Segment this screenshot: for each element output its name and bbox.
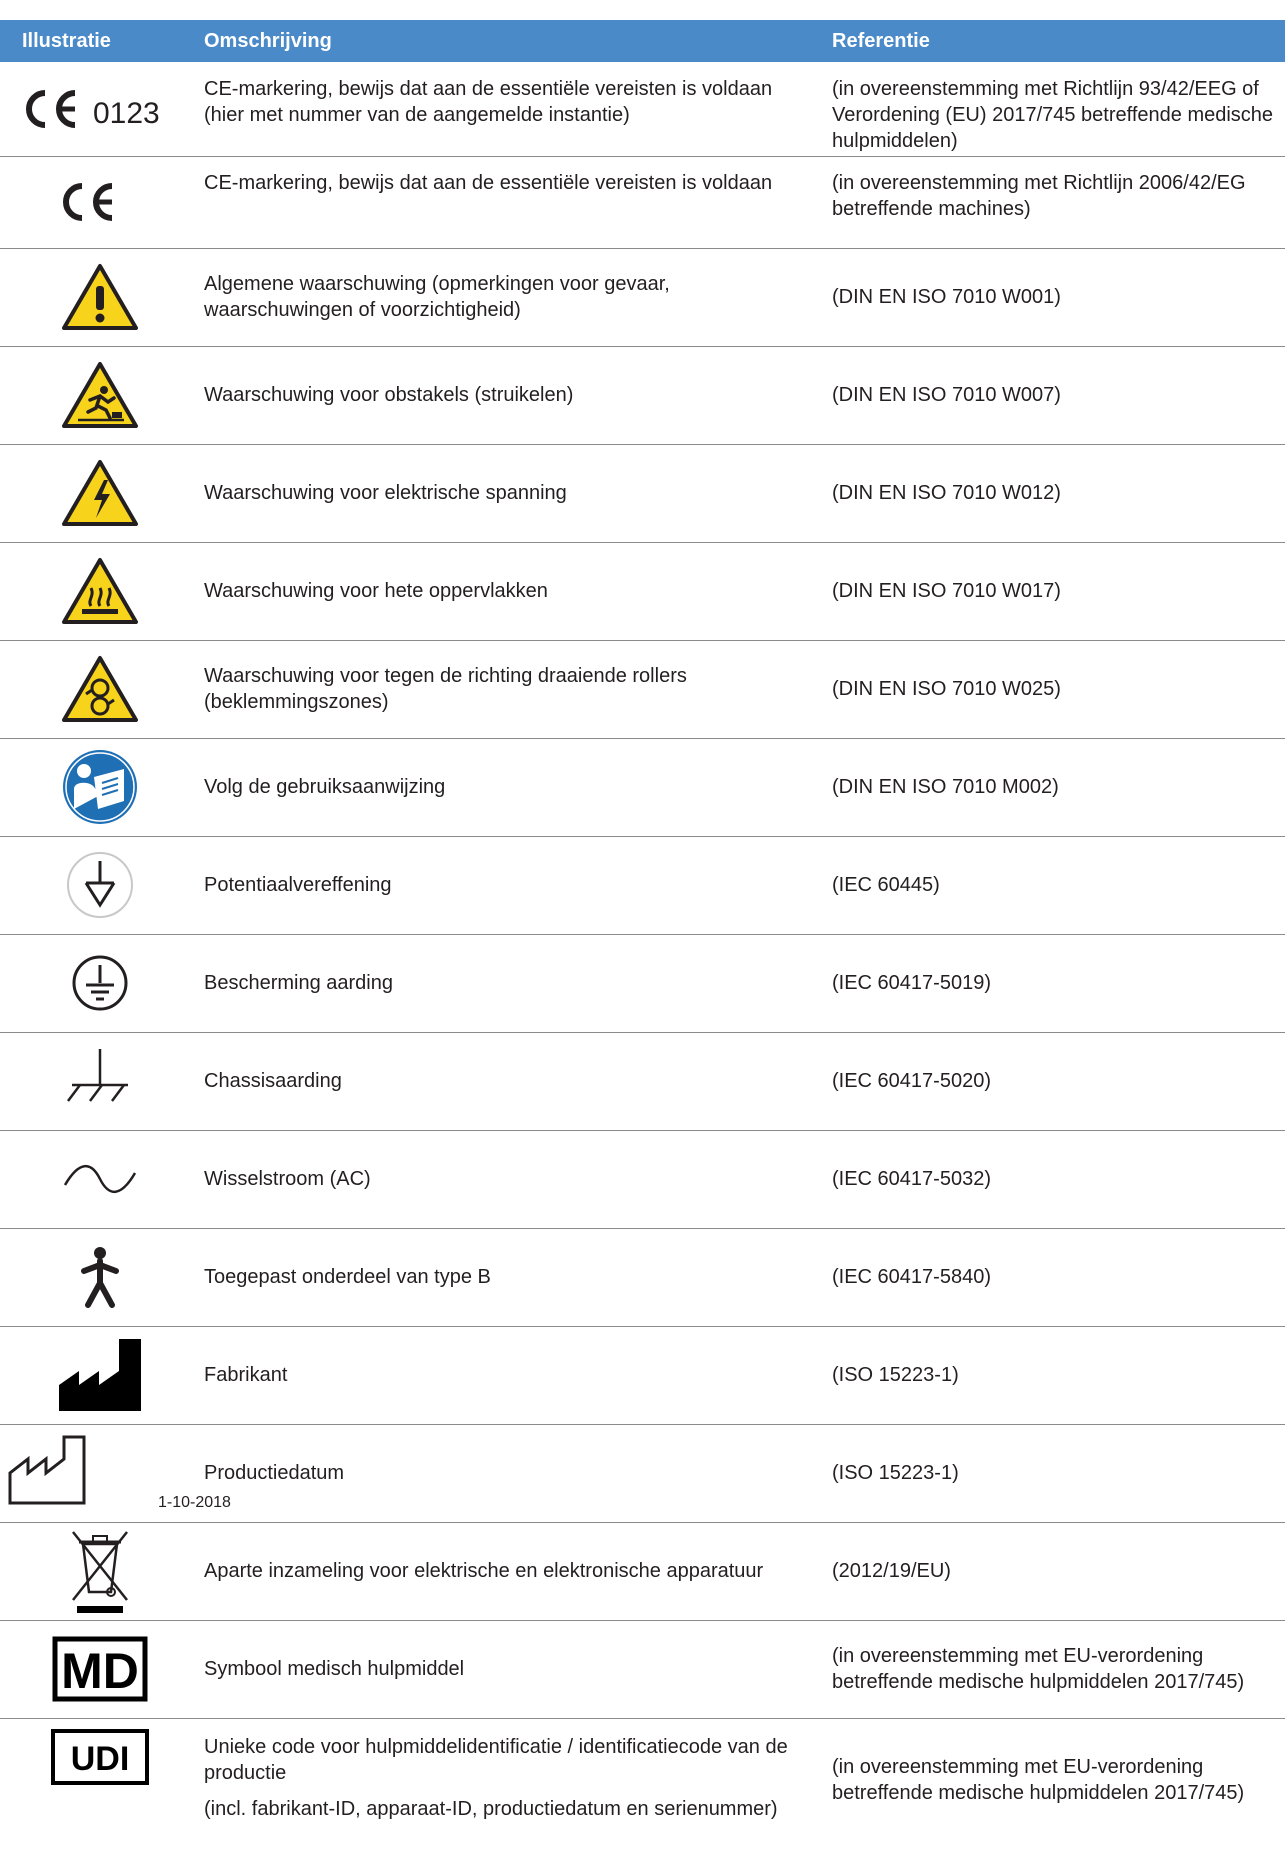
row-description: Bescherming aarding [204,972,393,994]
udi-letters: UDI [70,1740,130,1778]
ce-mark-0123-icon [0,62,200,156]
table-row [0,1228,1285,1327]
md-letters: MD [61,1643,139,1699]
row-reference: (DIN EN ISO 7010 W001) [832,286,1061,308]
table-header [0,20,1285,62]
read-manual-icon [0,738,200,836]
alternating-current-icon [0,1130,200,1228]
ce-notified-body-number: 0123 [93,97,160,130]
electric-voltage-icon [0,444,200,542]
table-row [0,1522,1285,1621]
table-row [0,346,1285,445]
table-row [0,738,1285,837]
row-reference: (in overeenstemming met Richtlijn 93/42/EEG of Verordening (EU) 2017/745 betreffende medische hulpmiddelen) [832,78,1274,152]
header-reference: Referentie [832,30,930,52]
row-description [204,1718,804,1858]
table-row [0,1718,1285,1858]
row-description: Waarschuwing voor elektrische spanning [204,482,567,504]
row-reference: (ISO 15223-1) [832,1462,959,1484]
type-b-applied-part-icon [0,1228,200,1326]
table-row [0,542,1285,641]
row-reference: (in overeenstemming met EU-verordening betreffende medische hulpmiddelen 2017/745) [832,1756,1245,1804]
row-reference: (DIN EN ISO 7010 W017) [832,580,1061,602]
table-row [0,836,1285,935]
equipotential-icon [0,836,200,934]
udi-description-note: (incl. fabrikant-ID, apparaat-ID, productiedatum en serienummer) [204,1798,778,1820]
ce-mark-icon [0,156,200,248]
table-row [0,1424,1285,1523]
row-reference: (IEC 60417-5019) [832,972,991,994]
row-reference: (DIN EN ISO 7010 W012) [832,482,1061,504]
table-row [0,1620,1285,1719]
row-description: Productiedatum [204,1462,345,1484]
table-row [0,640,1285,739]
table-row [0,444,1285,543]
row-description: CE-markering, bewijs dat aan de essentiële vereisten is voldaan (hier met nummer van de aangemelde instantie) [204,78,773,126]
table-row [0,248,1285,347]
row-description: Potentiaalvereffening [204,874,392,896]
table-row [0,1130,1285,1229]
udi-description-main: Unieke code voor hulpmiddelidentificatie / identificatiecode van de productie [204,1736,788,1784]
manufacturer-icon [0,1326,200,1424]
general-warning-icon [0,248,200,346]
table-row [0,934,1285,1033]
row-reference: (DIN EN ISO 7010 W025) [832,678,1061,700]
row-reference: (ISO 15223-1) [832,1364,959,1386]
row-description: Toegepast onderdeel van type B [204,1266,491,1288]
row-description: Volg de gebruiksaanwijzing [204,776,446,798]
table-row [0,1326,1285,1425]
row-reference: (IEC 60417-5032) [832,1168,991,1190]
row-reference: (IEC 60417-5020) [832,1070,991,1092]
row-description: Waarschuwing voor hete oppervlakken [204,580,548,602]
row-reference: (2012/19/EU) [832,1560,951,1582]
hot-surface-icon [0,542,200,640]
header-description: Omschrijving [204,30,332,52]
row-description: Waarschuwing voor tegen de richting draaiende rollers (beklemmingszones) [204,665,687,713]
row-reference: (in overeenstemming met Richtlijn 2006/42/EG betreffende machines) [832,172,1246,220]
date-label: 1-10-2018 [158,1494,231,1511]
weee-bin-icon [0,1522,200,1620]
row-description: Aparte inzameling voor elektrische en elektronische apparatuur [204,1560,764,1582]
header-illustration: Illustratie [22,30,111,52]
row-description: Symbool medisch hulpmiddel [204,1658,465,1680]
row-description: Waarschuwing voor obstakels (struikelen) [204,384,574,406]
row-description: Chassisaarding [204,1070,342,1092]
row-description: Algemene waarschuwing (opmerkingen voor gevaar, waarschuwingen of voorzichtigheid) [204,273,670,321]
row-reference: (DIN EN ISO 7010 M002) [832,776,1059,798]
udi-icon [0,1718,200,1858]
row-description: CE-markering, bewijs dat aan de essentiële vereisten is voldaan [204,172,773,194]
table-row [0,156,1285,249]
medical-device-icon [0,1620,200,1718]
rollers-icon [0,640,200,738]
chassis-ground-icon [0,1032,200,1130]
table-row [0,62,1285,157]
row-description: Wisselstroom (AC) [204,1168,371,1190]
row-reference: (in overeenstemming met EU-verordening betreffende medische hulpmiddelen 2017/745) [832,1645,1245,1693]
row-description: Fabrikant [204,1364,288,1386]
row-reference: (DIN EN ISO 7010 W007) [832,384,1061,406]
table-row [0,1032,1285,1131]
row-reference: (IEC 60445) [832,874,940,896]
protective-earth-icon [0,934,200,1032]
trip-hazard-icon [0,346,200,444]
row-reference: (IEC 60417-5840) [832,1266,991,1288]
